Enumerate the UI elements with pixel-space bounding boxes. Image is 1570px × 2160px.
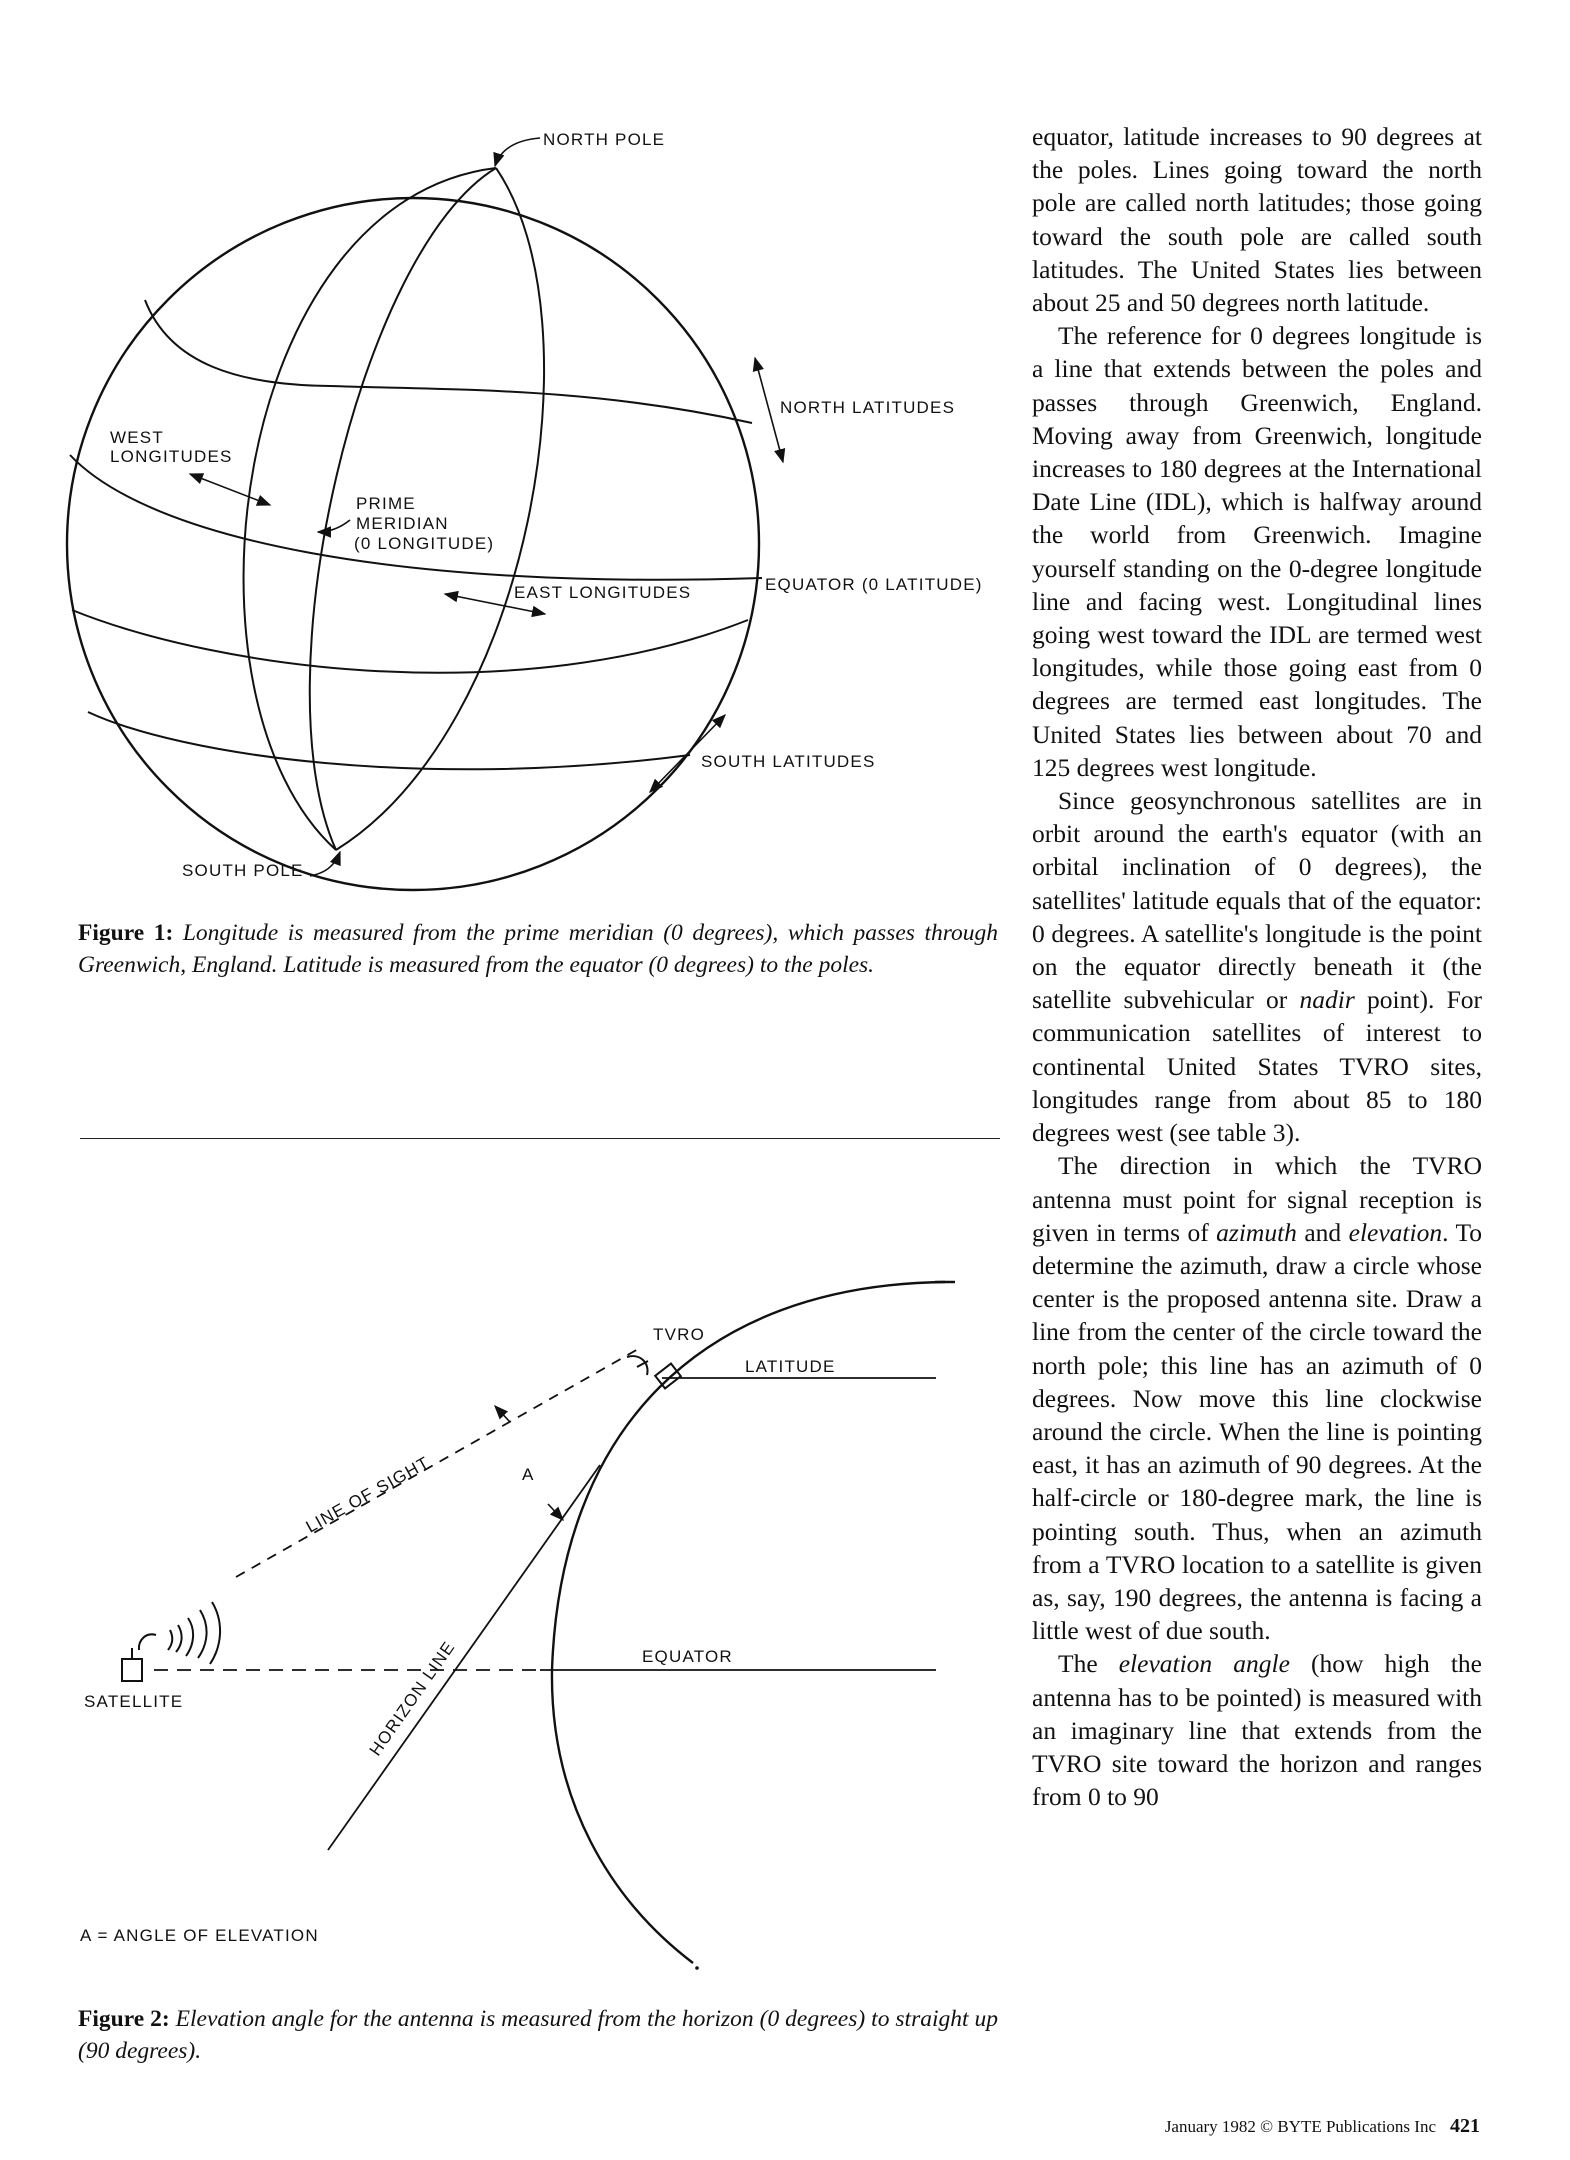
figure-1-caption-text: Longitude is measured from the prime meridian (0 degrees), which passes through Greenwich, England. Latitude is measured from the equator (0 degrees) to the poles.	[78, 920, 999, 978]
label-equator: EQUATOR	[642, 1647, 733, 1666]
figure-2-caption	[78, 2003, 998, 2067]
figure-2-caption-label: Figure 2:	[78, 2006, 170, 2032]
figure-2-caption-text: Elevation angle for the antenna is measured from the horizon (0 degrees) to straight up (90 degrees).	[78, 2006, 999, 2064]
label-horizon-line: HORIZON LINE	[365, 1637, 459, 1760]
label-angle-a: A	[522, 1465, 535, 1484]
figure-2-lines	[154, 1348, 936, 1850]
label-angle-legend: A = ANGLE OF ELEVATION	[80, 1926, 319, 1945]
label-prime-meridian: PRIME	[356, 494, 416, 513]
body-paragraph: equator, latitude increases to 90 degrees at the poles. Lines going toward the north pole are called north latitudes; those going toward the south pole are called south latitudes. The United States lies between about 25 and 50 degrees north latitude.	[1032, 122, 1482, 318]
angle-a-arrows	[495, 1406, 563, 1520]
body-paragraph: The elevation angle (how high the antenna has to be pointed) is measured with an imaginary line that extends from the TVRO site toward the horizon and ranges from 0 to 90	[1032, 1649, 1482, 1812]
label-south-latitudes: SOUTH LATITUDES	[701, 752, 876, 771]
figure-2-elevation-diagram	[0, 1240, 1040, 2000]
figure-divider-rule	[80, 1138, 1000, 1139]
body-paragraph: Since geosynchronous satellites are in orbit around the earth's equator (with an orbital inclination of 0 degrees), the satellites' latitude equals that of the equator: 0 degrees. A satellite's longitude is the point on the equator directly beneath it (the satellite subvehicular or nadir point). For communication satellites of interest to continental United States TVRO sites, longitudes range from about 85 to 180 degrees west (see table 3).	[1032, 786, 1482, 1148]
horizon-line	[328, 1465, 600, 1850]
label-tvro: TVRO	[653, 1325, 706, 1344]
label-line-of-sight: LINE OF SIGHT	[302, 1452, 433, 1537]
figure-1-caption	[78, 917, 998, 981]
label-prime-meridian: MERIDIAN	[356, 514, 449, 533]
label-satellite: SATELLITE	[84, 1692, 184, 1711]
line-of-sight	[236, 1348, 640, 1577]
tvro-antenna-icon	[627, 1356, 681, 1388]
label-latitude: LATITUDE	[745, 1357, 836, 1376]
page-number: 421	[1450, 2115, 1480, 2137]
footer-text: January 1982 © BYTE Publications Inc	[1164, 2117, 1436, 2136]
label-prime-meridian: (0 LONGITUDE)	[354, 534, 495, 553]
label-west-longitudes: WEST	[110, 428, 164, 447]
figure-1-caption-label: Figure 1:	[78, 920, 174, 946]
body-paragraph: The direction in which the TVRO antenna must point for signal reception is given in terms of azimuth and elevation. To determine the azimuth, draw a circle whose center is the proposed antenna site. Draw a line from the center of the circle toward the north pole; this line has an azimuth of 0 degrees. Now move this line clockwise around the circle. When the line is pointing east, it has an azimuth of 90 degrees. At the half-circle or 180-degree mark, the line is pointing south. Thus, when an azimuth from a TVRO location to a satellite is given as, say, 190 degrees, the antenna is facing a little west of due south.	[1032, 1151, 1482, 1646]
label-equator: EQUATOR (0 LATITUDE)	[765, 575, 983, 594]
label-north-latitudes: NORTH LATITUDES	[780, 398, 956, 417]
label-north-pole: NORTH POLE	[543, 130, 666, 149]
page-footer	[1165, 2115, 1480, 2138]
body-text-column	[1032, 120, 1482, 1813]
label-east-longitudes: EAST LONGITUDES	[514, 583, 692, 602]
label-south-pole: SOUTH POLE	[182, 861, 304, 880]
label-west-longitudes: LONGITUDES	[110, 447, 233, 466]
figure-1-globe-diagram	[0, 100, 1040, 1000]
earth-curve	[552, 1282, 955, 1970]
body-paragraph: The reference for 0 degrees longitude is a line that extends between the poles and passes through Greenwich, England. Moving away from Greenwich, longitude increases to 180 degrees at the International Date Line (IDL), which is halfway around the world from Greenwich. Imagine yourself standing on the 0-degree longitude line and facing west. Longitudinal lines going west toward the IDL are termed west longitudes, while those going east from 0 degrees are termed east longitudes. The United States lies between about 70 and 125 degrees west longitude.	[1032, 321, 1482, 782]
